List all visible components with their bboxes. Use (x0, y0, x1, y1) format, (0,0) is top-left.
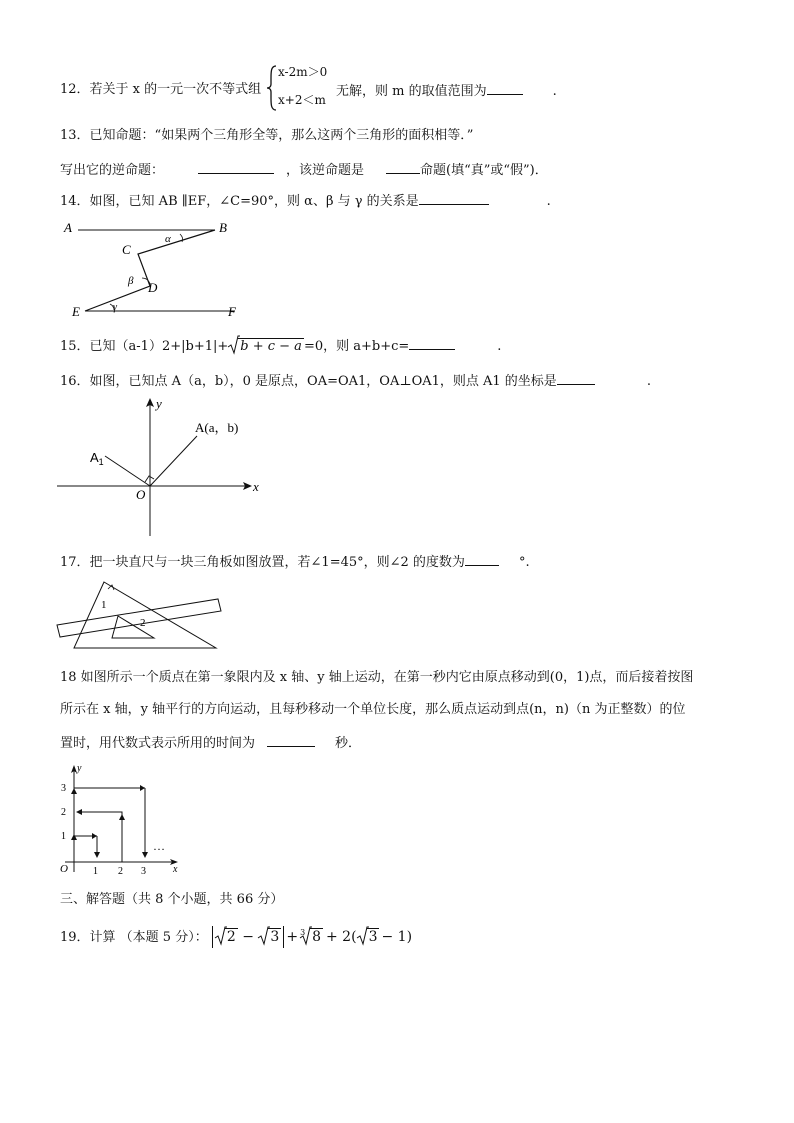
q14-end: . (546, 194, 551, 209)
q19-cbrt-index: 3 (300, 928, 306, 937)
q18-answer-blank (267, 732, 315, 747)
q19-prefix: 19．计算 （本题 5 分）： (60, 930, 208, 945)
q18-line2: 所示在 x 轴，y 轴平行的方向运动，且每秒移动一个单位长度，那么质点运动到点(n，n)（n 为正整数）的位 (60, 702, 686, 717)
q12-suffix: 无解，则 m 的取值范围为 (336, 84, 487, 99)
q15-prefix: 15．已知（a-1）2+|b+1|+ (60, 339, 229, 354)
q13-line2 (60, 159, 548, 181)
q18-ellipsis: … (153, 839, 165, 853)
q18-figure (57, 762, 187, 877)
q15-radicand: b + c − a (240, 339, 302, 354)
q16-label-y: y (156, 396, 162, 411)
q18-tick-y1: 1 (61, 831, 66, 842)
q13-blank-2 (386, 159, 420, 174)
q15-end: . (497, 339, 502, 354)
q19-tail-end: − 1) (381, 929, 413, 945)
q16-label-a1 (90, 450, 104, 467)
q16-label-a: A(a，b) (195, 420, 239, 435)
q17-angle-2: 2 (140, 617, 146, 629)
q19-radical-2 (258, 926, 270, 946)
q15-radical-sign (228, 335, 240, 355)
q17-answer-blank (465, 551, 499, 566)
q18-line1: 18 如图所示一个质点在第一象限内及 x 轴、y 轴上运动，在第一秒内它由原点移动到(0，1)点，而后接着按图 (60, 670, 694, 685)
q14-label-b: B (219, 220, 227, 235)
q16-label-o: O (136, 487, 146, 502)
q16-question: 16．如图，已知点 A（a，b），0 是原点，OA=OA1，OA⊥OA1，则点 A1 的坐标是 (60, 374, 557, 389)
q16-label-x: x (253, 479, 259, 494)
q12-answer-blank (487, 80, 523, 95)
q19-plus: + (286, 929, 299, 945)
q17-question: 17．把一块直尺与一块三角板如图放置，若∠1=45°，则∠2 的度数为 (60, 555, 465, 570)
q14-text (60, 190, 551, 212)
q16-label-a1-sub: 1 (98, 457, 104, 467)
q17-figure (56, 580, 226, 655)
q18-tick-y3: 3 (61, 783, 66, 794)
q19-radical-3 (300, 926, 312, 946)
q14-label-gamma: γ (113, 302, 117, 313)
q13-blank-1 (198, 159, 274, 174)
q16-label-a1-main: A (90, 450, 99, 465)
q15-sqrt (228, 337, 304, 357)
q12-inequality-2: x+2＜m (278, 93, 326, 107)
q12-brace (266, 64, 278, 112)
q18-tick-y2: 2 (61, 807, 66, 818)
q18-tick-x1: 1 (93, 866, 98, 877)
q18-line3 (60, 732, 361, 754)
q13-line2b: ，该逆命题是 (286, 163, 365, 178)
q18-label-y: y (77, 763, 82, 774)
q19-sqrt3b: 3 (357, 927, 380, 947)
q14-label-a: A (64, 220, 72, 235)
q19-radical-1 (215, 926, 227, 946)
q16-end: . (646, 374, 651, 389)
q14-label-alpha: α (165, 233, 171, 245)
q14-label-c: C (122, 242, 131, 257)
q18-tick-x2: 2 (118, 866, 123, 877)
q13-line1: 13．已知命题：“如果两个三角形全等，那么这两个三角形的面积相等．” (60, 128, 474, 143)
q19-text (60, 926, 412, 948)
q19-sqrt2: 2 (215, 927, 238, 947)
q13-line2c: 命题(填“真”或“假”)． (420, 163, 548, 178)
q15-suffix: =0，则 a+b+c= (303, 339, 410, 354)
section3-title: 三、解答题（共 8 个小题，共 66 分） (60, 892, 284, 907)
q13-line2a: 写出它的逆命题： (60, 163, 165, 178)
q18-label-o: O (60, 863, 68, 875)
q15-text (60, 335, 501, 357)
q14-label-d: D (148, 280, 158, 295)
q14-figure (60, 218, 260, 318)
q14-label-f: F (228, 304, 236, 319)
q14-label-beta: β (128, 275, 134, 287)
q14-question: 14．如图，已知 AB ∥EF，∠C=90°，则 α、β 与 γ 的关系是 (60, 194, 419, 209)
q16-text (60, 370, 651, 392)
q17-text (60, 551, 530, 573)
q19-radical-4 (357, 926, 369, 946)
q18-line3b: 秒． (335, 736, 362, 751)
q12-text (60, 80, 261, 100)
q18-label-x: x (173, 864, 178, 875)
q19-cbrt: 3 8 (300, 927, 323, 947)
q14-label-e: E (72, 304, 80, 319)
q12-suffix-line (336, 80, 557, 102)
q19-sqrt3: 3 (258, 927, 281, 947)
q14-answer-blank (419, 190, 489, 205)
q15-answer-blank (409, 335, 455, 350)
q18-line3a: 置时，用代数式表示所用的时间为 (60, 736, 256, 751)
q18-tick-x3: 3 (141, 866, 146, 877)
q16-figure (55, 396, 265, 541)
q17-angle-1: 1 (101, 599, 107, 611)
q19-tail: + 2( (326, 929, 357, 945)
q19-expression: 2 − 3 + 3 8 + 2( 3 − 1) (212, 926, 412, 948)
q16-answer-blank (557, 370, 595, 385)
q12-end: . (552, 84, 557, 99)
q12-inequality-1: x-2m＞0 (278, 65, 328, 79)
q17-end: °. (518, 555, 530, 570)
q12-prefix: 12．若关于 x 的一元一次不等式组 (60, 82, 262, 97)
